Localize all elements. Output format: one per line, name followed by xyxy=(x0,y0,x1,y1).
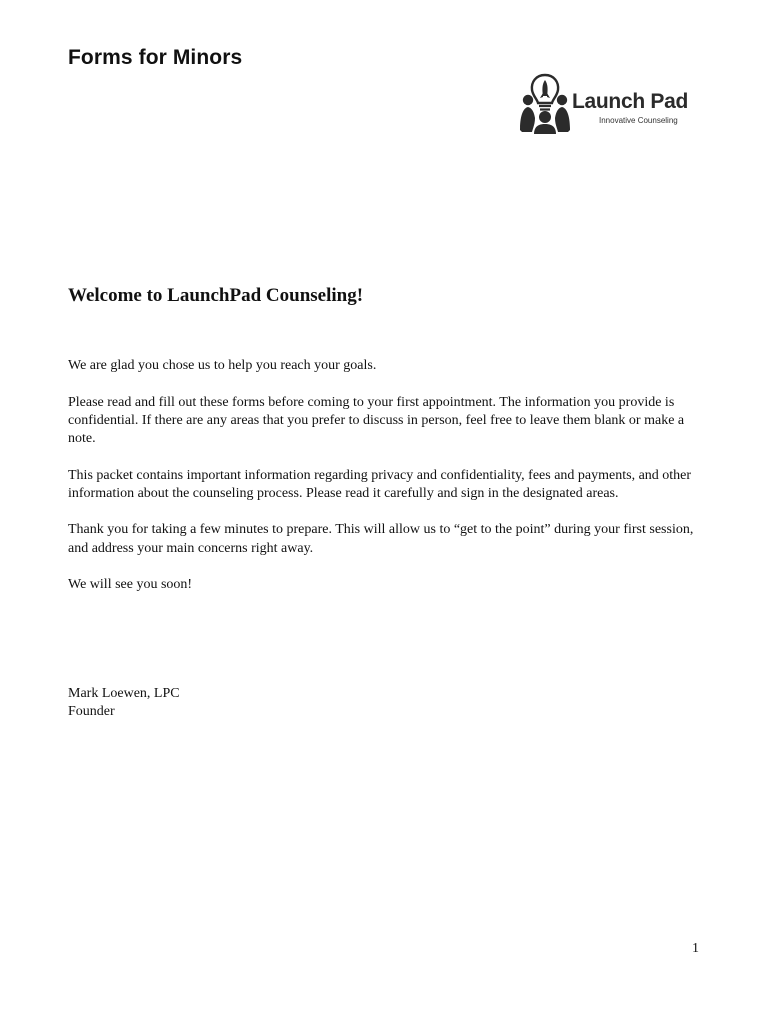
lightbulb-people-icon xyxy=(519,72,571,136)
paragraph: Please read and fill out these forms before coming to your first appointment. The information you provide is confidential. If there are any areas that you prefer to discuss in person, feel free to leave them blank or make a note. xyxy=(68,394,685,446)
signer-name: Mark Loewen, LPC xyxy=(68,686,180,701)
paragraph: We are glad you chose us to help you reach your goals. xyxy=(68,358,377,373)
paragraph: This packet contains important information regarding privacy and confidentiality, fees and payments, and other information about the counseling process. Please read it carefully and sign in the designated areas. xyxy=(68,467,692,501)
signer-role: Founder xyxy=(68,704,115,720)
document-title: Forms for Minors xyxy=(68,46,243,69)
paragraph: We will see you soon! xyxy=(68,577,193,593)
page-number: 1 xyxy=(692,941,699,956)
logo-tagline: Innovative Counseling xyxy=(599,116,678,125)
paragraph: Thank you for taking a few minutes to prepare. This will allow us to “get to the point” during your first session, and address your main concerns right away. xyxy=(68,522,694,556)
logo-name: Launch Pad xyxy=(572,90,689,113)
letter-body xyxy=(68,357,708,613)
launchpad-logo xyxy=(519,72,699,136)
signature-block xyxy=(68,685,180,722)
welcome-heading: Welcome to LaunchPad Counseling! xyxy=(68,285,364,306)
